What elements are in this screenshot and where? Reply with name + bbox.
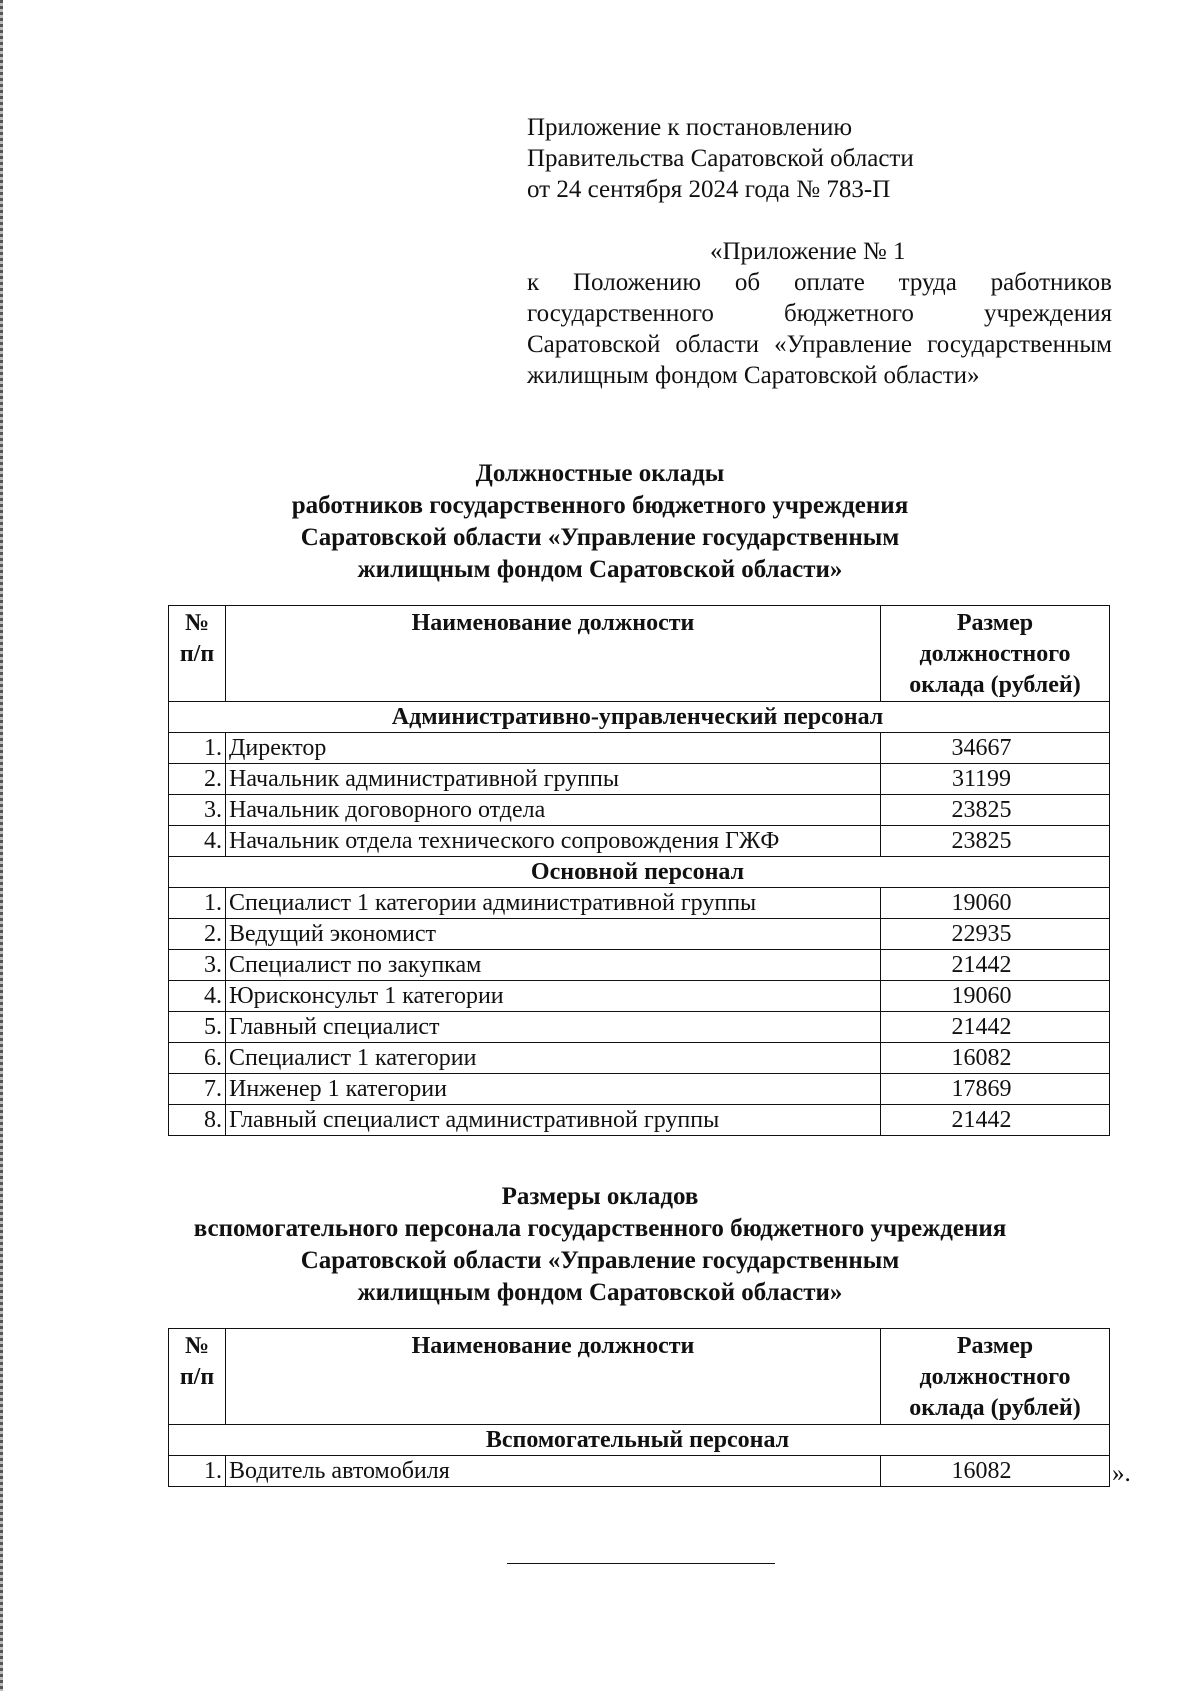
position-name: Начальник административной группы	[226, 764, 881, 795]
table-body	[169, 702, 1110, 1136]
column-header-salary	[881, 1329, 1110, 1425]
position-name: Ведущий экономист	[226, 919, 881, 950]
table-row	[169, 888, 1110, 919]
resolution-header	[527, 112, 1127, 205]
row-number: 6.	[169, 1043, 226, 1074]
salary-value: 34667	[881, 733, 1110, 764]
row-number: 1.	[169, 733, 226, 764]
column-header-position: Наименование должности	[226, 1329, 881, 1425]
position-name: Специалист 1 категории	[226, 1043, 881, 1074]
section2-title-line: Саратовской области «Управление государственным	[300, 1247, 900, 1274]
group-row	[169, 702, 1110, 733]
closing-quote: ».	[1112, 1460, 1131, 1487]
row-number: 4.	[169, 826, 226, 857]
position-name: Инженер 1 категории	[226, 1074, 881, 1105]
row-number: 1.	[169, 1456, 226, 1487]
table-row	[169, 733, 1110, 764]
table-row	[169, 1456, 1110, 1487]
table-row	[169, 919, 1110, 950]
group-title: Вспомогательный персонал	[169, 1425, 1110, 1456]
table-row	[169, 826, 1110, 857]
header-text: п/п	[179, 1364, 215, 1390]
position-name: Специалист по закупкам	[226, 950, 881, 981]
table-row	[169, 1043, 1110, 1074]
group-title: Основной персонал	[169, 857, 1110, 888]
table-row	[169, 1012, 1110, 1043]
salary-value: 19060	[881, 981, 1110, 1012]
appendix-reference	[527, 236, 1112, 391]
header-line-2: Правительства Саратовской области	[527, 145, 914, 172]
table-row	[169, 795, 1110, 826]
salary-table-main	[168, 605, 1110, 1136]
position-name: Юрисконсульт 1 категории	[226, 981, 881, 1012]
position-name: Начальник договорного отдела	[226, 795, 881, 826]
header-text: №	[184, 1333, 210, 1359]
salary-value: 23825	[881, 826, 1110, 857]
group-row	[169, 1425, 1110, 1456]
header-line-1: Приложение к постановлению	[527, 114, 853, 141]
section1-title-line: жилищным фондом Саратовской области»	[357, 556, 843, 583]
table-row	[169, 1105, 1110, 1136]
row-number: 3.	[169, 795, 226, 826]
section2-title	[100, 1181, 1100, 1309]
salary-value: 22935	[881, 919, 1110, 950]
table-row	[169, 981, 1110, 1012]
salary-value: 21442	[881, 1105, 1110, 1136]
section1-title-line: Должностные оклады	[475, 460, 725, 487]
salary-value: 23825	[881, 795, 1110, 826]
salary-table-auxiliary	[168, 1328, 1110, 1487]
header-text: Размер	[956, 1333, 1034, 1359]
row-number: 8.	[169, 1105, 226, 1136]
salary-value: 31199	[881, 764, 1110, 795]
header-text: Размер	[956, 610, 1034, 636]
appendix-title: «Приложение № 1	[710, 238, 906, 265]
row-number: 4.	[169, 981, 226, 1012]
group-row	[169, 857, 1110, 888]
salary-value: 17869	[881, 1074, 1110, 1105]
header-text: оклада (рублей)	[909, 1395, 1081, 1421]
row-number: 2.	[169, 919, 226, 950]
header-line-3: от 24 сентября 2024 года № 783-П	[527, 176, 891, 203]
row-number: 1.	[169, 888, 226, 919]
row-number: 7.	[169, 1074, 226, 1105]
column-header-position: Наименование должности	[226, 606, 881, 702]
scan-edge	[0, 0, 3, 1691]
header-text: №	[184, 610, 210, 636]
salary-value: 16082	[881, 1456, 1110, 1487]
position-name: Водитель автомобиля	[226, 1456, 881, 1487]
table-row	[169, 764, 1110, 795]
table-body	[169, 1425, 1110, 1487]
table-row	[169, 1074, 1110, 1105]
table-row	[169, 950, 1110, 981]
section1-title	[100, 458, 1100, 586]
column-header-salary	[881, 606, 1110, 702]
header-text: п/п	[179, 641, 215, 667]
section1-title-line: работников государственного бюджетного учреждения	[291, 492, 909, 519]
header-text: оклада (рублей)	[909, 672, 1081, 698]
header-text: должностного	[919, 1364, 1071, 1390]
section2-title-line: вспомогательного персонала государственного бюджетного учреждения	[193, 1215, 1007, 1242]
salary-value: 19060	[881, 888, 1110, 919]
group-title: Административно-управленческий персонал	[169, 702, 1110, 733]
position-name: Директор	[226, 733, 881, 764]
salary-value: 16082	[881, 1043, 1110, 1074]
section2-title-line: жилищным фондом Саратовской области»	[357, 1279, 843, 1306]
position-name: Главный специалист	[226, 1012, 881, 1043]
position-name: Начальник отдела технического сопровождения ГЖФ	[226, 826, 881, 857]
header-text: должностного	[919, 641, 1071, 667]
table-header-row	[169, 606, 1110, 702]
position-name: Специалист 1 категории административной группы	[226, 888, 881, 919]
section2-title-line: Размеры окладов	[501, 1183, 699, 1210]
salary-value: 21442	[881, 950, 1110, 981]
position-name: Главный специалист административной группы	[226, 1105, 881, 1136]
table-header-row	[169, 1329, 1110, 1425]
column-header-number	[169, 1329, 226, 1425]
end-divider	[507, 1563, 775, 1564]
row-number: 3.	[169, 950, 226, 981]
salary-value: 21442	[881, 1012, 1110, 1043]
column-header-number	[169, 606, 226, 702]
appendix-text: к Положению об оплате труда работников государственного бюджетного учреждения Саратовской области «Управление государственным жилищным фондом Саратовской области»	[527, 269, 1112, 389]
row-number: 5.	[169, 1012, 226, 1043]
section1-title-line: Саратовской области «Управление государственным	[300, 524, 900, 551]
row-number: 2.	[169, 764, 226, 795]
